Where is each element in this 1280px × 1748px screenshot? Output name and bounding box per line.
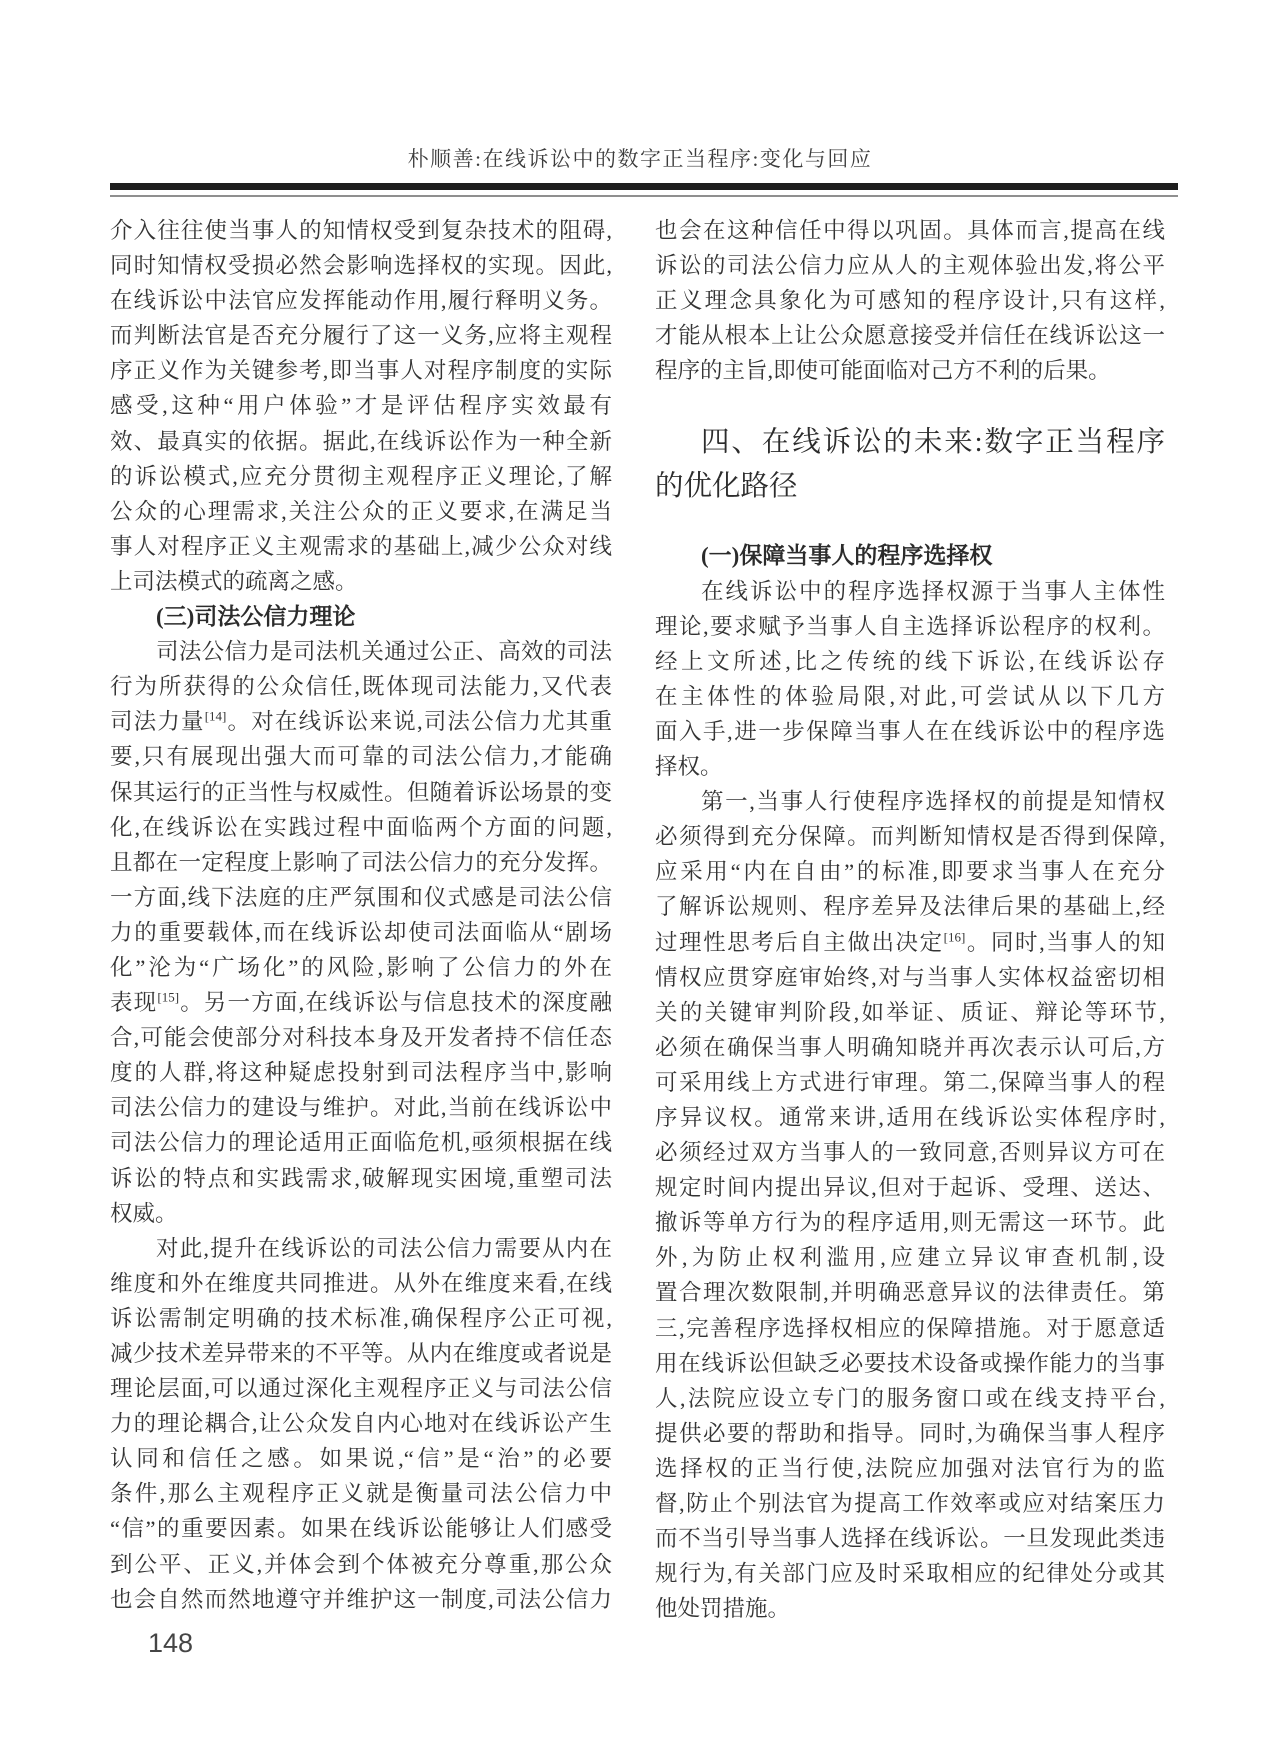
- body-line: 面入手,进一步保障当事人在在线诉讼中的程序选: [655, 718, 1165, 744]
- body-line: 三,完善程序选择权相应的保障措施。对于愿意适: [655, 1315, 1165, 1341]
- body-line: 介入往往使当事人的知情权受到复杂技术的阻碍,: [110, 218, 612, 243]
- body-line: 上司法模式的疏离之感。: [110, 568, 358, 594]
- body-line: 在线诉讼中的程序选择权源于当事人主体性: [701, 578, 1165, 604]
- body-line: 正义理念具象化为可感知的程序设计,只有这样,: [655, 288, 1165, 314]
- body-line: 也会在这种信任中得以巩固。具体而言,提高在线: [655, 218, 1165, 243]
- body-line: 且都在一定程度上影响了司法公信力的充分发挥。: [110, 849, 612, 875]
- body-line: 维度和外在维度共同推进。从外在维度来看,在线: [110, 1270, 612, 1296]
- body-line: 而不当引导当事人选择在线诉讼。一旦发现此类违: [655, 1526, 1165, 1552]
- body-line: 要,只有展现出强大而可靠的司法公信力,才能确: [110, 744, 612, 770]
- body-line: 而判断法官是否充分履行了这一义务,应将主观程: [110, 323, 612, 349]
- body-line: 人,法院应设立专门的服务窗口或在线支持平台,: [655, 1385, 1165, 1411]
- body-line: 行为所获得的公众信任,既体现司法能力,又代表: [110, 674, 612, 700]
- body-line: 必须得到充分保障。而判断知情权是否得到保障,: [655, 824, 1165, 850]
- right-text-column: [655, 213, 1165, 1626]
- body-line: 在主体性的体验局限,对此,可尝试从以下几方: [655, 683, 1165, 709]
- body-line: 到公平、正义,并体会到个体被充分尊重,那公众: [110, 1551, 612, 1577]
- body-line: 程序的主旨,即使可能面临对己方不利的后果。: [655, 358, 1111, 384]
- body-line: 感受,这种“用户体验”才是评估程序实效最有: [110, 393, 612, 419]
- body-line: 了解诉讼规则、程序差异及法律后果的基础上,经: [655, 894, 1165, 920]
- body-line: 化,在线诉讼在实践过程中面临两个方面的问题,: [110, 814, 612, 840]
- body-line: 一方面,线下法庭的庄严氛围和仪式感是司法公信: [110, 884, 612, 910]
- body-line: 保其运行的正当性与权威性。但随着诉讼场景的变: [110, 779, 612, 805]
- body-line: 同时知情权受损必然会影响选择权的实现。因此,: [110, 253, 612, 279]
- body-line: 条件,那么主观程序正义就是衡量司法公信力中: [110, 1481, 612, 1507]
- body-line: 经上文所述,比之传统的线下诉讼,在线诉讼存: [655, 648, 1165, 674]
- body-line: “信”的重要因素。如果在线诉讼能够让人们感受: [110, 1516, 612, 1542]
- body-line: 规行为,有关部门应及时采取相应的纪律处分或其: [655, 1561, 1165, 1587]
- body-line: 度的人群,将这种疑虑投射到司法程序当中,影响: [110, 1060, 612, 1086]
- page-number: 148: [148, 1628, 194, 1658]
- body-line: 效、最真实的依据。据此,在线诉讼作为一种全新: [110, 428, 612, 454]
- body-line: 公众的心理需求,关注公众的正义要求,在满足当: [110, 498, 612, 524]
- body-line: 司法公信力的建设与维护。对此,当前在线诉讼中: [110, 1095, 612, 1121]
- body-line: 规定时间内提出异议,但对于起诉、受理、送达、: [655, 1175, 1165, 1201]
- body-line: 撤诉等单方行为的程序适用,则无需这一环节。此: [655, 1210, 1165, 1236]
- body-line: 诉讼的特点和实践需求,破解现实困境,重塑司法: [110, 1165, 612, 1191]
- body-line: 权威。: [110, 1200, 178, 1226]
- body-line: 外,为防止权利滥用,应建立异议审查机制,设: [655, 1245, 1165, 1271]
- body-line: 的诉讼模式,应充分贯彻主观程序正义理论,了解: [110, 463, 612, 489]
- running-title: 朴顺善:在线诉讼中的数字正当程序:变化与回应: [407, 147, 873, 171]
- body-line: 必须在确保当事人明确知晓并再次表示认可后,方: [655, 1034, 1165, 1060]
- footnote-reference: [15]: [157, 989, 180, 1005]
- body-line: 过理性思考后自主做出决定[16]。同时,当事人的知: [655, 929, 1165, 955]
- body-line: 合,可能会使部分对科技本身及开发者持不信任态: [110, 1025, 612, 1051]
- body-line: 第一,当事人行使程序选择权的前提是知情权: [701, 789, 1165, 815]
- body-line: 督,防止个别法官为提高工作效率或应对结案压力: [655, 1491, 1165, 1516]
- body-line: 置合理次数限制,并明确恶意异议的法律责任。第: [655, 1280, 1165, 1306]
- body-line: 提供必要的帮助和指导。同时,为确保当事人程序: [655, 1420, 1165, 1446]
- body-line: 司法力量[14]。对在线诉讼来说,司法公信力尤其重: [110, 708, 612, 735]
- body-line: 司法公信力是司法机关通过公正、高效的司法: [156, 639, 612, 665]
- subsection-heading: (一)保障当事人的程序选择权: [701, 543, 993, 569]
- body-line: 情权应贯穿庭审始终,对与当事人实体权益密切相: [655, 964, 1165, 990]
- body-line: 理论层面,可以通过深化主观程序正义与司法公信: [110, 1376, 612, 1402]
- body-line: 理论,要求赋予当事人自主选择诉讼程序的权利。: [655, 613, 1165, 639]
- section-heading-line: 四、在线诉讼的未来:数字正当程序: [701, 427, 1165, 459]
- body-line: 在线诉讼中法官应发挥能动作用,履行释明义务。: [110, 288, 612, 314]
- body-line: 化”沦为“广场化”的风险,影响了公信力的外在: [110, 954, 612, 980]
- body-line: 对此,提升在线诉讼的司法公信力需要从内在: [156, 1235, 612, 1261]
- section-heading-line: 的优化路径: [655, 471, 798, 503]
- body-line: 认同和信任之感。如果说,“信”是“治”的必要: [110, 1446, 612, 1472]
- body-line: 他处罚措施。: [655, 1596, 791, 1622]
- body-line: 力的理论耦合,让公众发自内心地对在线诉讼产生: [110, 1411, 612, 1437]
- body-line: 减少技术差异带来的不平等。从内在维度或者说是: [110, 1341, 612, 1366]
- body-line: 诉讼的司法公信力应从人的主观体验出发,将公平: [655, 253, 1165, 279]
- body-line: 用在线诉讼但缺乏必要技术设备或操作能力的当事: [655, 1350, 1165, 1376]
- left-text-column: [110, 213, 612, 1617]
- body-line: 序正义作为关键参考,即当事人对程序制度的实际: [110, 358, 612, 384]
- body-line: 诉讼需制定明确的技术标准,确保程序公正可视,: [110, 1305, 612, 1331]
- header-rule-thick: [110, 183, 1178, 190]
- body-line: 序异议权。通常来讲,适用在线诉讼实体程序时,: [655, 1104, 1165, 1130]
- body-line: 才能从根本上让公众愿意接受并信任在线诉讼这一: [655, 323, 1165, 349]
- body-line: 司法公信力的理论适用正面临危机,亟须根据在线: [110, 1130, 612, 1156]
- body-line: 也会自然而然地遵守并维护这一制度,司法公信力: [110, 1586, 612, 1612]
- header-rule-thin: [110, 195, 1178, 197]
- body-line: 事人对程序正义主观需求的基础上,减少公众对线: [110, 533, 612, 559]
- body-line: 择权。: [655, 754, 723, 780]
- body-line: 表现[15]。另一方面,在线诉讼与信息技术的深度融: [110, 989, 612, 1016]
- subsection-heading: (三)司法公信力理论: [156, 604, 356, 630]
- body-line: 必须经过双方当事人的一致同意,否则异议方可在: [655, 1140, 1165, 1166]
- footnote-reference: [16]: [943, 929, 966, 944]
- body-line: 可采用线上方式进行审理。第二,保障当事人的程: [655, 1069, 1165, 1095]
- footnote-reference: [14]: [204, 708, 227, 724]
- body-line: 关的关键审判阶段,如举证、质证、辩论等环节,: [655, 999, 1165, 1025]
- body-line: 应采用“内在自由”的标准,即要求当事人在充分: [655, 859, 1165, 885]
- body-line: 选择权的正当行使,法院应加强对法官行为的监: [655, 1455, 1165, 1481]
- body-line: 力的重要载体,而在线诉讼却使司法面临从“剧场: [110, 919, 612, 945]
